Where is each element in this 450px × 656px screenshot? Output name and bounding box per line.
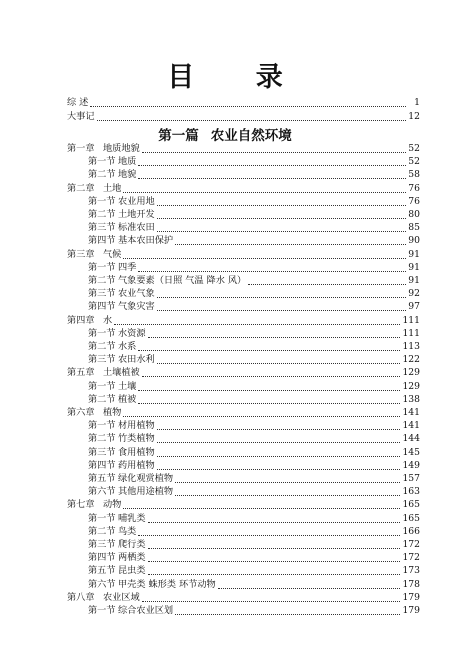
entry-title: 甲壳类 蛛形类 环节动物 — [118, 578, 216, 590]
dot-leader — [138, 156, 406, 166]
entry-number: 第一节 — [88, 420, 116, 432]
entry-number: 第八章 — [67, 591, 95, 603]
entry-page: 173 — [402, 565, 420, 577]
entry-title: 水系 — [118, 341, 137, 352]
entry-number: 第三节 — [88, 539, 116, 550]
entry-number: 第三节 — [88, 222, 116, 234]
dot-leader — [123, 183, 406, 193]
entry-page: 91 — [408, 248, 420, 260]
entry-title: 鸟类 — [118, 525, 137, 537]
toc-chapter-entry — [67, 142, 420, 156]
entry-title: 农田水利 — [118, 354, 155, 366]
entry-title: 土壤 — [118, 380, 137, 392]
part-heading — [0, 124, 450, 144]
toc-section-entry — [67, 578, 420, 592]
toc-intro-entry — [67, 110, 420, 124]
toc-section-entry — [67, 274, 420, 288]
dot-leader — [148, 328, 401, 338]
dot-leader — [138, 381, 400, 391]
entry-page: 172 — [402, 539, 420, 550]
entry-title: 气象灾害 — [118, 301, 155, 313]
toc-section-entry — [67, 287, 420, 301]
dot-leader — [148, 552, 401, 562]
dot-leader — [123, 407, 400, 417]
dot-leader — [157, 433, 401, 443]
entry-number: 第二节 — [88, 209, 116, 220]
entry-page: 166 — [402, 525, 420, 537]
toc-section-entry — [67, 208, 420, 222]
entry-title: 其他用途植物 — [118, 486, 174, 498]
entry-number: 第五节 — [88, 473, 116, 484]
entry-title: 土壤植被 — [103, 367, 140, 379]
entry-title: 昆虫类 — [118, 565, 146, 577]
entry-title: 爬行类 — [118, 539, 146, 550]
entry-number: 第四节 — [88, 552, 116, 564]
toc-section-entry — [67, 261, 420, 275]
dot-leader — [142, 367, 401, 377]
entry-number: 第一节 — [88, 512, 116, 524]
entry-title: 标准农田 — [118, 222, 155, 234]
entry-title: 综合农业区划 — [118, 605, 174, 616]
toc-section-entry — [67, 525, 420, 539]
dot-leader — [90, 97, 406, 107]
entry-page: 91 — [408, 261, 420, 273]
toc-section-entry — [67, 538, 420, 552]
dot-leader — [97, 111, 406, 121]
toc-chapter-entry — [67, 498, 420, 512]
entry-number: 第五节 — [88, 565, 116, 577]
entry-page: 149 — [402, 459, 420, 471]
dot-leader — [123, 499, 400, 509]
dot-leader — [157, 460, 401, 470]
dot-leader — [248, 275, 406, 285]
entry-title: 地貌 — [118, 169, 137, 181]
entry-page: 52 — [408, 156, 420, 168]
entry-title: 农业区域 — [103, 591, 140, 603]
entry-page: 76 — [408, 195, 420, 207]
entry-title: 大事记 — [67, 111, 95, 122]
dot-leader — [157, 301, 406, 311]
dot-leader — [157, 354, 401, 364]
entry-title: 绿化观赏植物 — [118, 473, 174, 484]
entry-number: 第一节 — [88, 156, 116, 168]
entry-page: 76 — [408, 182, 420, 194]
toc-section-entry — [67, 459, 420, 473]
toc-section-entry — [67, 419, 420, 433]
toc-section-entry — [67, 168, 420, 182]
entry-number: 第三节 — [88, 288, 116, 300]
dot-leader — [148, 539, 401, 549]
entry-page: 80 — [408, 209, 420, 220]
toc-section-entry — [67, 393, 420, 407]
entry-number: 第三节 — [88, 354, 116, 366]
entry-page: 92 — [408, 288, 420, 300]
entry-page: 129 — [402, 380, 420, 392]
toc-section-entry — [67, 155, 420, 169]
entry-title: 两栖类 — [118, 552, 146, 564]
toc-chapter-entry — [67, 406, 420, 420]
toc-section-entry — [67, 472, 420, 486]
entry-number: 第一节 — [88, 327, 116, 339]
entry-title: 基本农田保护 — [118, 235, 174, 247]
entry-page: 163 — [402, 486, 420, 498]
toc-section-entry — [67, 432, 420, 446]
entry-page: 157 — [402, 473, 420, 484]
toc-section-entry — [67, 195, 420, 209]
entry-page: 144 — [402, 433, 420, 445]
entry-page: 111 — [402, 327, 420, 339]
entry-title: 气候 — [103, 248, 122, 260]
entry-number: 第四节 — [88, 301, 116, 313]
entry-number: 第四章 — [67, 314, 95, 326]
toc-section-entry — [67, 353, 420, 367]
dot-leader — [175, 473, 400, 483]
dot-leader — [138, 169, 406, 179]
entry-page: 141 — [402, 420, 420, 432]
entry-number: 第一节 — [88, 380, 116, 392]
dot-leader — [138, 341, 400, 351]
page-title: 目 录 — [167, 62, 309, 93]
toc-section-entry — [67, 551, 420, 565]
dot-leader — [157, 196, 406, 206]
dot-leader — [148, 565, 401, 575]
toc-section-entry — [67, 446, 420, 460]
entry-title: 综 述 — [67, 97, 89, 108]
entry-page: 1 — [414, 97, 420, 108]
dot-leader — [157, 420, 401, 430]
entry-page: 12 — [408, 111, 420, 122]
toc-section-entry — [67, 604, 420, 618]
dot-leader — [157, 447, 401, 457]
entry-title: 水 — [103, 314, 113, 326]
dot-leader — [138, 262, 406, 272]
entry-page: 129 — [402, 367, 420, 379]
toc-chapter-entry — [67, 314, 420, 328]
dot-leader — [157, 209, 406, 219]
toc-chapter-entry — [67, 182, 420, 196]
entry-page: 97 — [408, 301, 420, 313]
entry-title: 土地 — [103, 182, 122, 194]
entry-title: 材用植物 — [118, 420, 155, 432]
entry-title: 竹类植物 — [118, 433, 155, 445]
entry-page: 90 — [408, 235, 420, 247]
toc-section-entry — [67, 300, 420, 314]
entry-page: 179 — [402, 591, 420, 603]
dot-leader — [157, 222, 406, 232]
entry-number: 第二章 — [67, 182, 95, 194]
dot-leader — [175, 605, 400, 615]
entry-title: 农业用地 — [118, 195, 155, 207]
dot-leader — [114, 315, 400, 325]
entry-page: 165 — [402, 512, 420, 524]
toc-section-entry — [67, 327, 420, 341]
dot-leader — [157, 288, 406, 298]
entry-title: 地质 — [118, 156, 137, 168]
entry-page: 85 — [408, 222, 420, 234]
entry-page: 91 — [408, 275, 420, 286]
entry-title: 哺乳类 — [118, 512, 146, 524]
entry-title: 水资源 — [118, 327, 146, 339]
dot-leader — [138, 394, 400, 404]
dot-leader — [123, 249, 406, 259]
entry-page: 122 — [402, 354, 420, 366]
entry-number: 第三章 — [67, 248, 95, 260]
toc-section-entry — [67, 380, 420, 394]
toc-section-entry — [67, 221, 420, 235]
entry-number: 第六节 — [88, 486, 116, 498]
entry-title: 植物 — [103, 407, 122, 418]
entry-number: 第二节 — [88, 525, 116, 537]
toc-section-entry — [67, 485, 420, 499]
entry-number: 第二节 — [88, 169, 116, 181]
entry-number: 第二节 — [88, 341, 116, 352]
entry-page: 58 — [408, 169, 420, 181]
entry-number: 第四节 — [88, 459, 116, 471]
part-title: 农业自然环境 — [210, 128, 292, 144]
entry-number: 第二节 — [88, 393, 116, 405]
entry-number: 第四节 — [88, 235, 116, 247]
entry-number: 第六章 — [67, 407, 95, 418]
dot-leader — [142, 143, 406, 153]
dot-leader — [175, 486, 400, 496]
entry-title: 四季 — [118, 261, 137, 273]
entry-title: 土地开发 — [118, 209, 155, 220]
entry-number: 第三节 — [88, 446, 116, 458]
entry-number: 第一章 — [67, 143, 95, 154]
entry-title: 药用植物 — [118, 459, 155, 471]
entry-number: 第一节 — [88, 195, 116, 207]
entry-number: 第二节 — [88, 433, 116, 445]
toc-intro-entry — [67, 96, 420, 110]
dot-leader — [175, 235, 406, 245]
part-number: 第一篇 — [158, 128, 199, 144]
dot-leader — [138, 526, 400, 536]
entry-title: 地质地貌 — [103, 143, 140, 154]
entry-title: 植被 — [118, 393, 137, 405]
toc-section-entry — [67, 512, 420, 526]
dot-leader — [148, 513, 401, 523]
entry-number: 第一节 — [88, 605, 116, 616]
entry-number: 第六节 — [88, 578, 116, 590]
toc-section-entry — [67, 564, 420, 578]
entry-page: 52 — [408, 143, 420, 154]
entry-number: 第一节 — [88, 261, 116, 273]
toc-chapter-entry — [67, 591, 420, 605]
entry-page: 113 — [402, 341, 420, 352]
entry-page: 172 — [402, 552, 420, 564]
entry-page: 141 — [402, 407, 420, 418]
entry-title: 农业气象 — [118, 288, 155, 300]
entry-number: 第七章 — [67, 499, 95, 511]
toc-section-entry — [67, 340, 420, 354]
dot-leader — [142, 592, 401, 602]
toc-chapter-entry — [67, 248, 420, 262]
entry-page: 178 — [402, 578, 420, 590]
entry-number: 第二节 — [88, 275, 116, 286]
entry-number: 第五章 — [67, 367, 95, 379]
entry-page: 165 — [402, 499, 420, 511]
entry-page: 138 — [402, 393, 420, 405]
dot-leader — [218, 579, 401, 589]
toc-section-entry — [67, 234, 420, 248]
entry-page: 179 — [402, 605, 420, 616]
entry-title: 动物 — [103, 499, 122, 511]
entry-page: 145 — [402, 446, 420, 458]
toc-chapter-entry — [67, 366, 420, 380]
entry-title: 食用植物 — [118, 446, 155, 458]
entry-title: 气象要素（日照 气温 降水 风） — [118, 275, 247, 286]
entry-page: 111 — [402, 314, 420, 326]
